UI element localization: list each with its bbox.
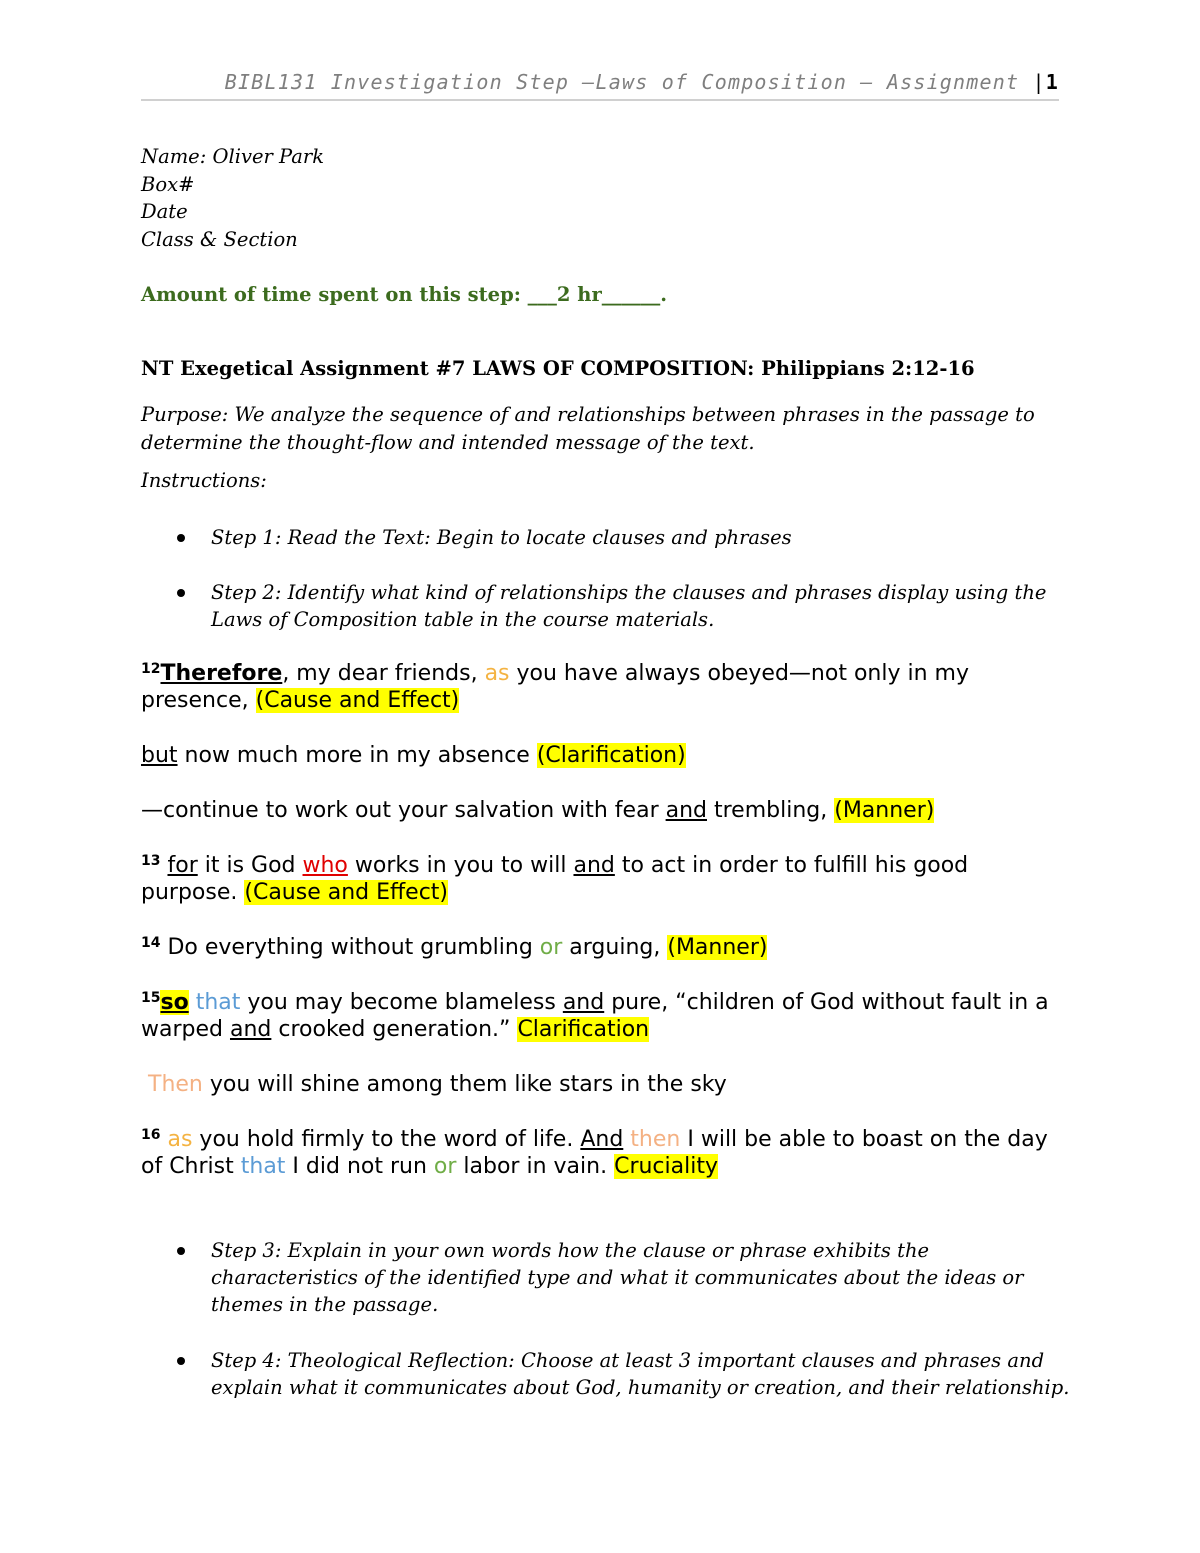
connector-that: that [240, 1154, 286, 1179]
verse-16 [141, 1126, 1071, 1180]
bullet-icon [177, 534, 185, 542]
connector-then: Then [148, 1072, 203, 1097]
step-1: Step 1: Read the Text: Begin to locate clauses and phrases [211, 526, 792, 549]
header-title: BIBL131 Investigation Step –Laws of Composition – Assignment [224, 70, 1033, 94]
verse-text: you have always obeyed—not only in my presence, [141, 661, 969, 713]
assignment-title: NT Exegetical Assignment #7 LAWS OF COMPOSITION: Philippians 2:12-16 [141, 357, 975, 380]
verse-text: Do everything without grumbling [160, 935, 540, 960]
box-line: Box# [141, 172, 195, 196]
purpose-text: Purpose: We analyze the sequence of and relationships between phrases in the passage to determine the thought-flow and intended message of the text. [141, 403, 1035, 454]
connector-or: or [433, 1154, 457, 1179]
bullet-icon [177, 1247, 185, 1255]
verse-12b [141, 742, 1071, 769]
relationship-label: Cruciality [614, 1154, 718, 1179]
verse-13 [141, 852, 1071, 906]
verse-number: 14 [141, 935, 161, 951]
verse-12c [141, 797, 1071, 824]
bullet-icon [177, 1357, 185, 1365]
connector-who: who [302, 853, 348, 878]
verse-text: trembling, [707, 798, 835, 823]
relationship-label: (Cause and Effect) [255, 688, 460, 713]
date-line: Date [141, 200, 188, 223]
verse-15a [141, 989, 1071, 1043]
verse-14 [141, 934, 1071, 961]
verse-text: you will shine among them like stars in the sky [202, 1072, 727, 1097]
connector-and: and [665, 798, 707, 823]
connector-that: that [195, 990, 241, 1015]
verse-15b [141, 1071, 1071, 1098]
page-header [141, 70, 1059, 94]
relationship-label: Clarification [517, 1017, 650, 1042]
verse-text: you may become blameless [240, 990, 563, 1015]
verse-number: 13 [141, 853, 161, 869]
time-spent: Amount of time spent on this step: ___2 hr______. [141, 283, 668, 306]
step-3: Step 3: Explain in your own words how the clause or phrase exhibits the characteristics of the identified type and what it communicates about the ideas or themes in the passage. [211, 1239, 1024, 1316]
connector-therefore: Therefore [160, 661, 283, 686]
connector-but: but [141, 743, 178, 768]
bullet-icon [177, 589, 185, 597]
connector-so: so [160, 990, 189, 1015]
verse-text: pure, “children of God without fault in a warped [141, 990, 1049, 1042]
name-line: Name: Oliver Park [141, 145, 325, 168]
verse-text: to act in order to fulfill his good purpose. [141, 853, 969, 905]
relationship-label: (Manner) [667, 935, 768, 960]
verse-text: it is God [197, 853, 303, 878]
header-divider [141, 99, 1059, 101]
student-info [141, 143, 324, 253]
relationship-label: (Cause and Effect) [244, 880, 449, 905]
header-separator: | [1032, 70, 1046, 94]
connector-as: as [167, 1127, 193, 1152]
page-number: 1 [1045, 70, 1059, 94]
connector-as: as [484, 661, 510, 686]
verse-12a [141, 660, 1071, 714]
verse-text: arguing, [562, 935, 668, 960]
connector-or: or [539, 935, 563, 960]
verse-text: you hold firmly to the word of life. [192, 1127, 581, 1152]
verse-text: now much more in my absence [177, 743, 537, 768]
verse-text: —continue to work out your salvation with fear [141, 798, 666, 823]
connector-and: and [229, 1017, 272, 1042]
step-2: Step 2: Identify what kind of relationships the clauses and phrases display using the Laws of Composition table in the course materials. [211, 581, 1047, 631]
verse-text: works in you to will [347, 853, 574, 878]
verse-text: crooked generation.” [271, 1017, 518, 1042]
verse-text [189, 990, 196, 1015]
verse-text: labor in vain. [456, 1154, 615, 1179]
connector-and: and [562, 990, 605, 1015]
connector-for: for [167, 853, 198, 878]
verse-number: 16 [141, 1127, 161, 1143]
verse-number: 15 [141, 990, 161, 1006]
verse-text: , my dear friends, [282, 661, 485, 686]
relationship-label: (Clarification) [536, 743, 686, 768]
connector-then: then [630, 1127, 681, 1152]
connector-and: and [573, 853, 615, 878]
connector-and: And [580, 1127, 624, 1152]
verse-number: 12 [141, 661, 161, 677]
step-4: Step 4: Theological Reflection: Choose at least 3 important clauses and phrases and explain what it communicates about God, humanity or creation, and their relationship. [211, 1349, 1070, 1399]
instructions-label: Instructions: [141, 469, 267, 492]
verse-text: I did not run [285, 1154, 434, 1179]
verse-text: I will be able to boast on the day of Christ [141, 1127, 1048, 1179]
relationship-label: (Manner) [834, 798, 935, 823]
class-section-line: Class & Section [141, 227, 298, 251]
